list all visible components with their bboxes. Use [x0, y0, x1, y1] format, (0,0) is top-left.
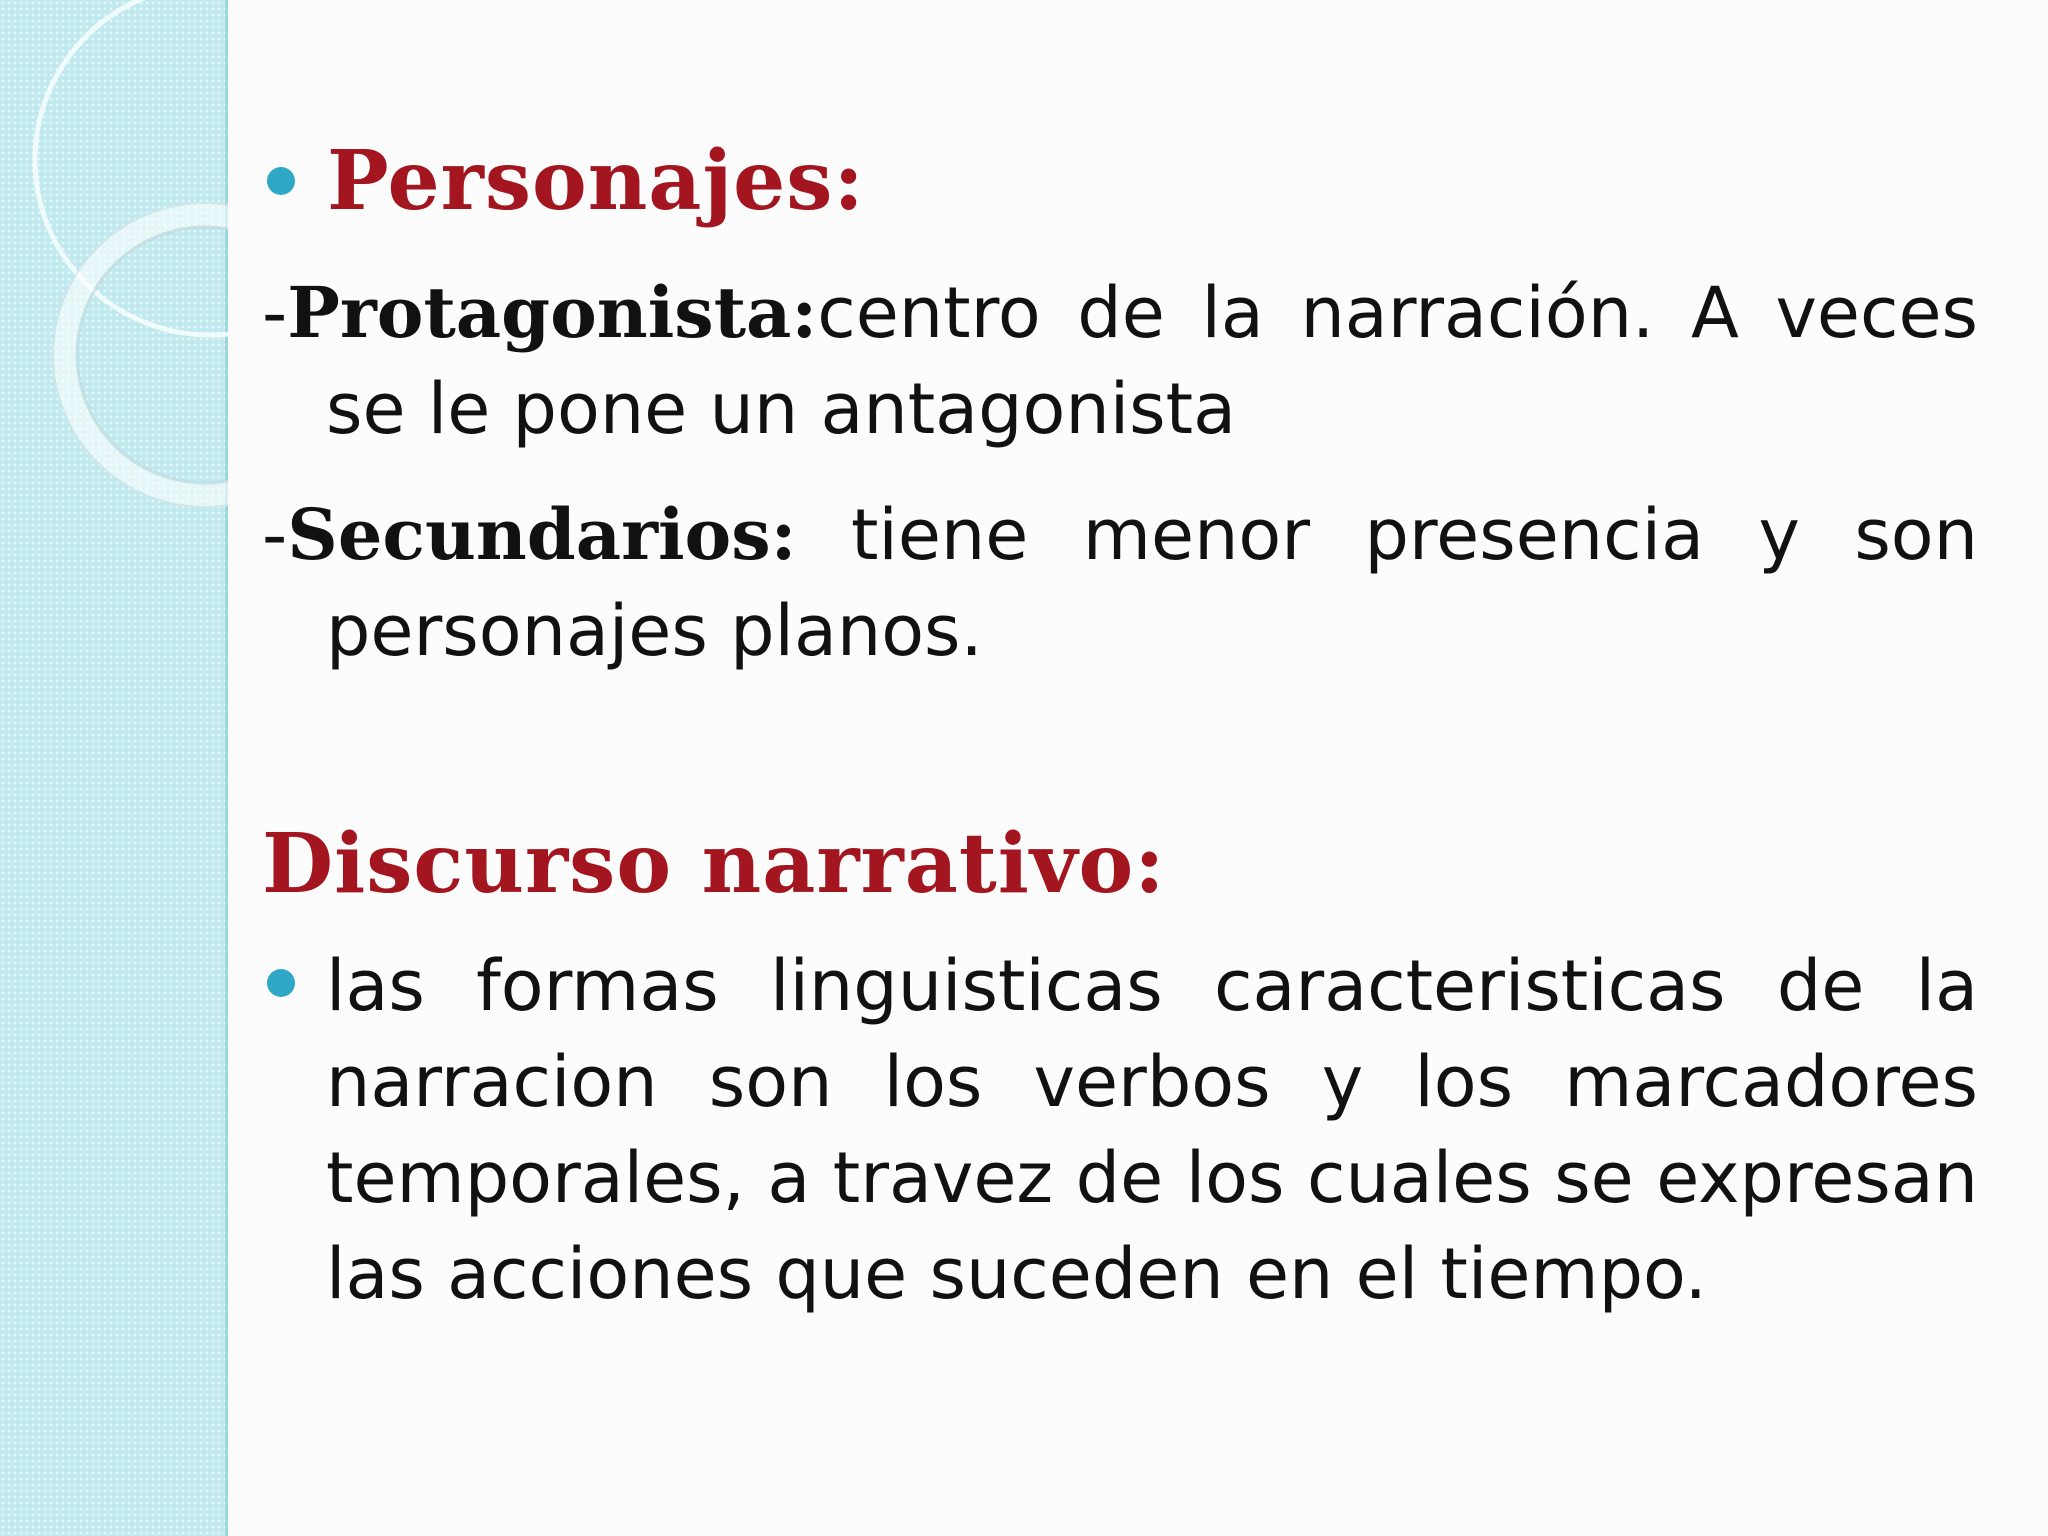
slide-content [262, 0, 1978, 1536]
protagonista-label: Protagonista: [287, 271, 818, 354]
protagonista-paragraph [262, 265, 1978, 457]
discurso-paragraph: las formas linguisticas caracteristicas de la narracion son los verbos y los marcadores temporales, a travez de los cuales se expresan las acciones que suceden en el tiempo. [326, 945, 1978, 1315]
dash-prefix: - [262, 272, 288, 354]
decorative-side-panel [0, 0, 228, 1536]
secundarios-paragraph [262, 487, 1978, 679]
section-heading-discurso-narrativo: Discurso narrativo: [262, 816, 1166, 912]
secundarios-label: Secundarios: [287, 493, 797, 576]
protagonista-text: centro de la narración. A veces se le pone un antagonista [326, 272, 1978, 450]
bullet-icon [267, 167, 295, 195]
section-heading-personajes: Personajes: [327, 133, 865, 229]
decorative-rings-icon [0, 0, 228, 1536]
dash-prefix: - [262, 494, 288, 576]
secundarios-text: tiene menor presencia y son personajes planos. [326, 494, 1978, 672]
bullet-icon [267, 969, 295, 997]
